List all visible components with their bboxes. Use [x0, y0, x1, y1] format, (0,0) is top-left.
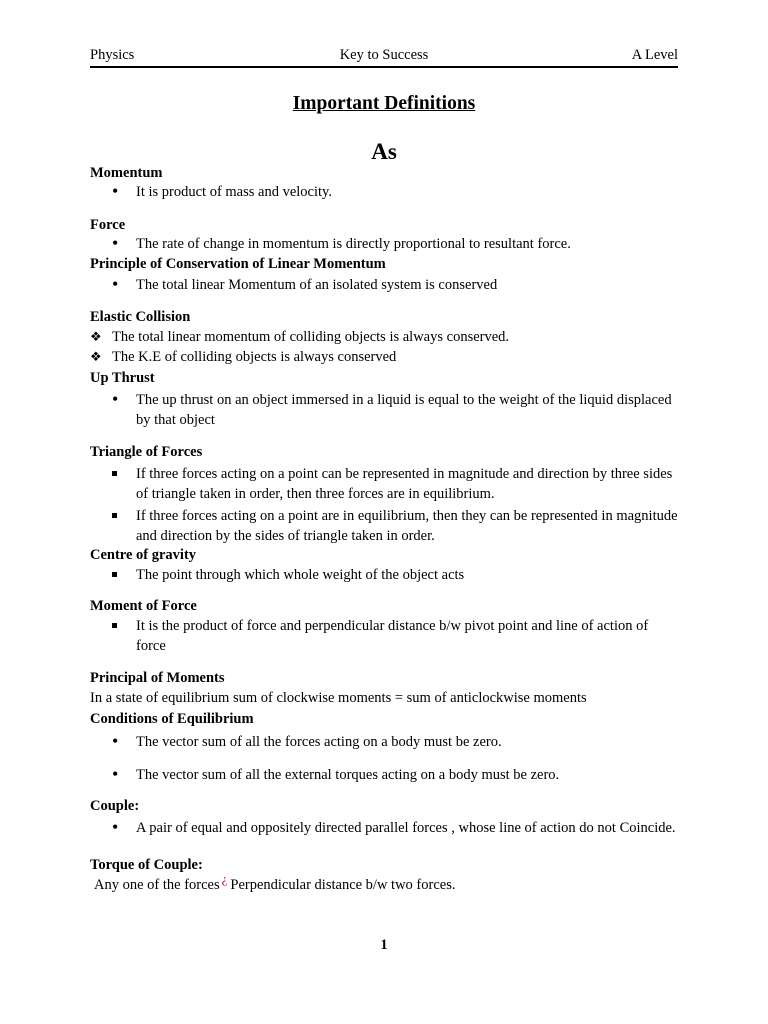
heading-momentum: Momentum [90, 165, 163, 181]
equilibrium-item: • The vector sum of all the forces acting on a body must be zero. [112, 731, 502, 751]
page-header [90, 47, 678, 68]
bullet-icon: • [112, 233, 119, 253]
upthrust-item: • The up thrust on an object immersed in a liquid is equal to the weight of the liquid displaced by that object [112, 389, 672, 428]
gravity-item: The point through which whole weight of the object acts [112, 565, 678, 585]
elastic-item: ❖ The K.E of colliding objects is always conserved [90, 349, 397, 365]
heading-moment-of-force: Moment of Force [90, 598, 197, 614]
heading-elastic-collision: Elastic Collision [90, 309, 191, 325]
section-subtitle: As [371, 139, 397, 164]
moment-item: It is the product of force and perpendicular distance b/w pivot point and line of action of force [112, 616, 678, 656]
principal-text: In a state of equilibrium sum of clockwise moments = sum of anticlockwise moments [90, 690, 587, 706]
heading-principal-of-moments: Principal of Moments [90, 670, 225, 686]
bullet-icon: • [112, 817, 119, 837]
torque-text: Any one of the forces ¿ Perpendicular distance b/w two forces. [94, 871, 456, 893]
document-title: Important Definitions [292, 93, 476, 114]
triangle-item: If three forces acting on a point are in equilibrium, then they can be represented in magnitude and direction by the sides of triangle taken in order. [112, 506, 678, 546]
page-number: 1 [380, 937, 388, 953]
equilibrium-item: • The vector sum of all the external torques acting on a body must be zero. [112, 764, 560, 784]
momentum-item: • It is product of mass and velocity. [112, 181, 332, 201]
diamond-bullet-icon: ❖ [90, 349, 102, 364]
couple-item: • A pair of equal and oppositely directed parallel forces , whose line of action do not Coincide. [112, 817, 676, 837]
triangle-item: If three forces acting on a point can be represented in magnitude and direction by three sides of triangle taken in order, then three forces are in equilibrium. [112, 464, 678, 504]
elastic-item: ❖ The total linear momentum of colliding objects is always conserved. [90, 329, 510, 345]
square-bullet-icon [112, 616, 126, 633]
heading-centre-of-gravity: Centre of gravity [90, 547, 197, 563]
bullet-icon: • [112, 731, 119, 751]
header-left: Physics [90, 47, 135, 63]
header-right: A Level [631, 47, 678, 63]
diamond-bullet-icon: ❖ [90, 329, 102, 344]
unknown-symbol-glyph: ¿ [221, 871, 228, 886]
heading-conservation: Principle of Conservation of Linear Momentum [90, 256, 386, 272]
conservation-item: • The total linear Momentum of an isolated system is conserved [112, 274, 498, 294]
bullet-icon: • [112, 389, 119, 409]
heading-up-thrust: Up Thrust [90, 370, 155, 386]
bullet-icon: • [112, 764, 119, 784]
force-item: • The rate of change in momentum is directly proportional to resultant force. [112, 233, 571, 253]
square-bullet-icon [112, 565, 126, 582]
heading-triangle-of-forces: Triangle of Forces [90, 444, 203, 460]
heading-torque-of-couple: Torque of Couple: [90, 857, 203, 873]
heading-couple: Couple: [90, 798, 140, 814]
bullet-icon: • [112, 274, 119, 294]
heading-conditions-of-equilibrium: Conditions of Equilibrium [90, 711, 254, 727]
heading-force: Force [90, 217, 126, 233]
square-bullet-icon [112, 464, 126, 481]
header-center: Key to Success [339, 47, 429, 63]
square-bullet-icon [112, 506, 126, 523]
bullet-icon: • [112, 181, 119, 201]
